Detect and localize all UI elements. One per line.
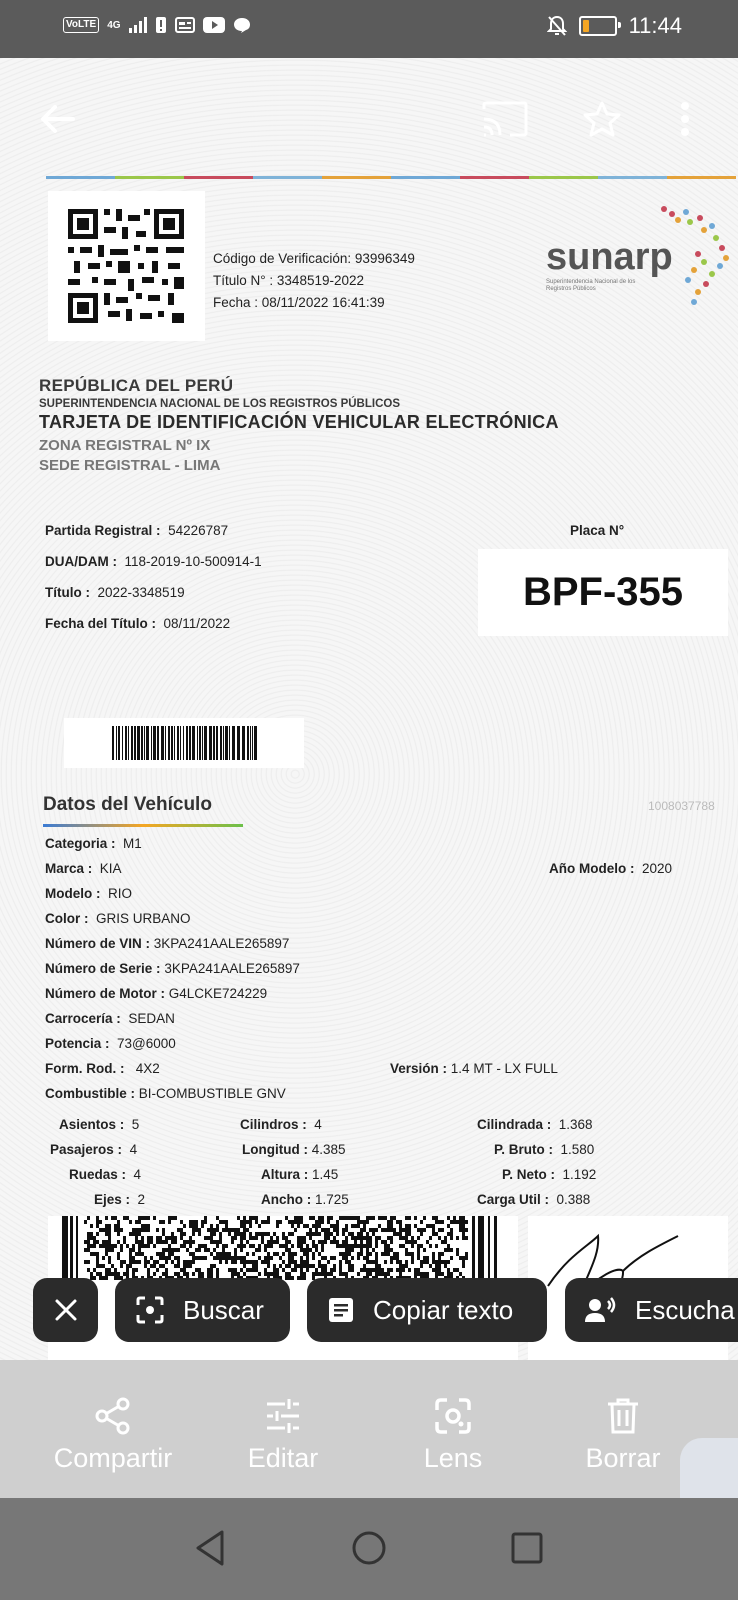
status-bar: [0, 0, 738, 58]
status-right: [547, 13, 682, 39]
document-header: [39, 376, 559, 474]
tune-icon: [263, 1396, 303, 1436]
verification-code: Código de Verificación: 93996349: [213, 251, 415, 266]
news-icon: [175, 17, 195, 33]
system-nav-bar: [0, 1498, 738, 1600]
sunarp-logo: [546, 236, 673, 293]
verification-title: Título N° : 3348519-2022: [213, 273, 364, 288]
escuchar-chip[interactable]: [565, 1278, 738, 1342]
asientos-row: Asientos : 5: [59, 1117, 140, 1132]
header-color-stripe: [46, 176, 736, 179]
share-icon: [93, 1396, 133, 1436]
pbruto-row: P. Bruto : 1.580: [494, 1142, 595, 1157]
sede-label: SEDE REGISTRAL - LIMA: [39, 457, 221, 474]
close-icon: [54, 1298, 78, 1322]
lens-search-icon: [135, 1295, 165, 1325]
lens-button[interactable]: [378, 1388, 528, 1474]
partida-row: Partida Registral : 54226787: [45, 523, 229, 538]
lens-label: Lens: [423, 1443, 483, 1473]
photo-viewer: [0, 58, 738, 1498]
fecha-titulo-row: Fecha del Título : 08/11/2022: [45, 616, 231, 631]
speaker-person-icon: [585, 1296, 617, 1324]
sunarp-wordmark: sunarp: [546, 236, 673, 278]
longitud-row: Longitud : 4.385: [242, 1142, 346, 1157]
close-chip[interactable]: [33, 1278, 98, 1342]
lens-icon: [433, 1396, 473, 1436]
country-title: REPÚBLICA DEL PERÚ: [39, 376, 234, 395]
color-row: Color : GRIS URBANO: [45, 911, 191, 926]
section-underline: [43, 824, 243, 827]
altura-row: Altura : 1.45: [261, 1167, 339, 1182]
youtube-icon: [203, 17, 225, 33]
agency-title: SUPERINTENDENCIA NACIONAL DE LOS REGISTROS PÚBLICOS: [39, 398, 401, 410]
qr-code: [48, 191, 205, 341]
lens-chips-bar: [0, 1278, 738, 1346]
copiar-texto-chip[interactable]: [307, 1278, 547, 1342]
trash-icon: [605, 1396, 641, 1436]
escuchar-label: Escucha: [635, 1294, 735, 1325]
back-arrow-icon[interactable]: [36, 98, 78, 140]
version-row: Versión : 1.4 MT - LX FULL: [390, 1061, 558, 1076]
document-number: 1008037788: [648, 799, 715, 813]
pasajeros-row: Pasajeros : 4: [50, 1142, 138, 1157]
cilindrada-row: Cilindrada : 1.368: [477, 1117, 593, 1132]
borrar-button[interactable]: [548, 1388, 698, 1474]
borrar-label: Borrar: [585, 1443, 661, 1473]
document-image: [0, 58, 738, 1360]
combustible-row: Combustible : BI-COMBUSTIBLE GNV: [45, 1086, 286, 1101]
volte-badge: VoLTE: [63, 17, 99, 33]
cast-icon[interactable]: [480, 98, 530, 140]
buscar-label: Buscar: [183, 1294, 264, 1325]
buscar-chip[interactable]: [115, 1278, 290, 1342]
pneto-row: P. Neto : 1.192: [502, 1167, 597, 1182]
categoria-row: Categoria : M1: [45, 836, 142, 851]
dua-row: DUA/DAM : 118-2019-10-500914-1: [45, 554, 262, 569]
vin-row: Número de VIN : 3KPA241AALE265897: [45, 936, 290, 951]
viewer-top-bar: [0, 98, 738, 150]
signal-icon: [129, 17, 147, 33]
star-icon[interactable]: [580, 98, 624, 140]
sunarp-subtitle: Superintendencia Nacional de los Registros Públicos: [546, 279, 636, 292]
vehicle-section-title: Datos del Vehículo: [43, 794, 212, 815]
compartir-label: Compartir: [53, 1443, 173, 1473]
license-plate: BPF-355: [478, 549, 728, 636]
verification-block: [213, 248, 415, 314]
sim-alert-icon: [155, 16, 167, 34]
bottom-actions: [0, 1388, 738, 1498]
anio-row: Año Modelo : 2020: [549, 861, 673, 876]
editar-label: Editar: [247, 1443, 319, 1473]
marca-row: Marca : KIA: [45, 861, 122, 876]
text-doc-icon: [327, 1296, 355, 1324]
more-vertical-icon[interactable]: [670, 98, 700, 140]
ruedas-row: Ruedas : 4: [69, 1167, 142, 1182]
document-title: TARJETA DE IDENTIFICACIÓN VEHICULAR ELECTRÓNICA: [39, 412, 559, 432]
motor-row: Número de Motor : G4LCKE724229: [45, 986, 268, 1001]
zone-label: ZONA REGISTRAL Nº IX: [39, 437, 211, 454]
serie-row: Número de Serie : 3KPA241AALE265897: [45, 961, 300, 976]
ancho-row: Ancho : 1.725: [261, 1192, 349, 1207]
nav-recents-icon[interactable]: [505, 1526, 549, 1570]
form-rod-row: Form. Rod. : 4X2: [45, 1061, 160, 1076]
barcode: [64, 718, 304, 768]
carroceria-row: Carrocería : SEDAN: [45, 1011, 175, 1026]
editar-button[interactable]: [208, 1388, 358, 1474]
verification-date: Fecha : 08/11/2022 16:41:39: [213, 295, 385, 310]
copiar-texto-label: Copiar texto: [373, 1294, 514, 1325]
compartir-button[interactable]: [38, 1388, 188, 1474]
titulo-row: Título : 2022-3348519: [45, 585, 185, 600]
clock: 11:44: [628, 13, 682, 38]
status-left: [63, 16, 251, 34]
cilindros-row: Cilindros : 4: [240, 1117, 322, 1132]
nav-back-icon[interactable]: [188, 1526, 232, 1570]
placa-label: Placa N°: [570, 523, 625, 538]
network-type: 4G: [107, 19, 121, 31]
bell-off-icon: [547, 15, 567, 37]
battery-icon: [579, 16, 617, 36]
nav-home-icon[interactable]: [347, 1526, 391, 1570]
sunarp-rays-icon: [654, 204, 734, 314]
modelo-row: Modelo : RIO: [45, 886, 133, 901]
carga-util-row: Carga Util : 0.388: [477, 1192, 591, 1207]
ejes-row: Ejes : 2: [94, 1192, 146, 1207]
potencia-row: Potencia : 73@6000: [45, 1036, 176, 1051]
chat-icon: [233, 17, 251, 33]
